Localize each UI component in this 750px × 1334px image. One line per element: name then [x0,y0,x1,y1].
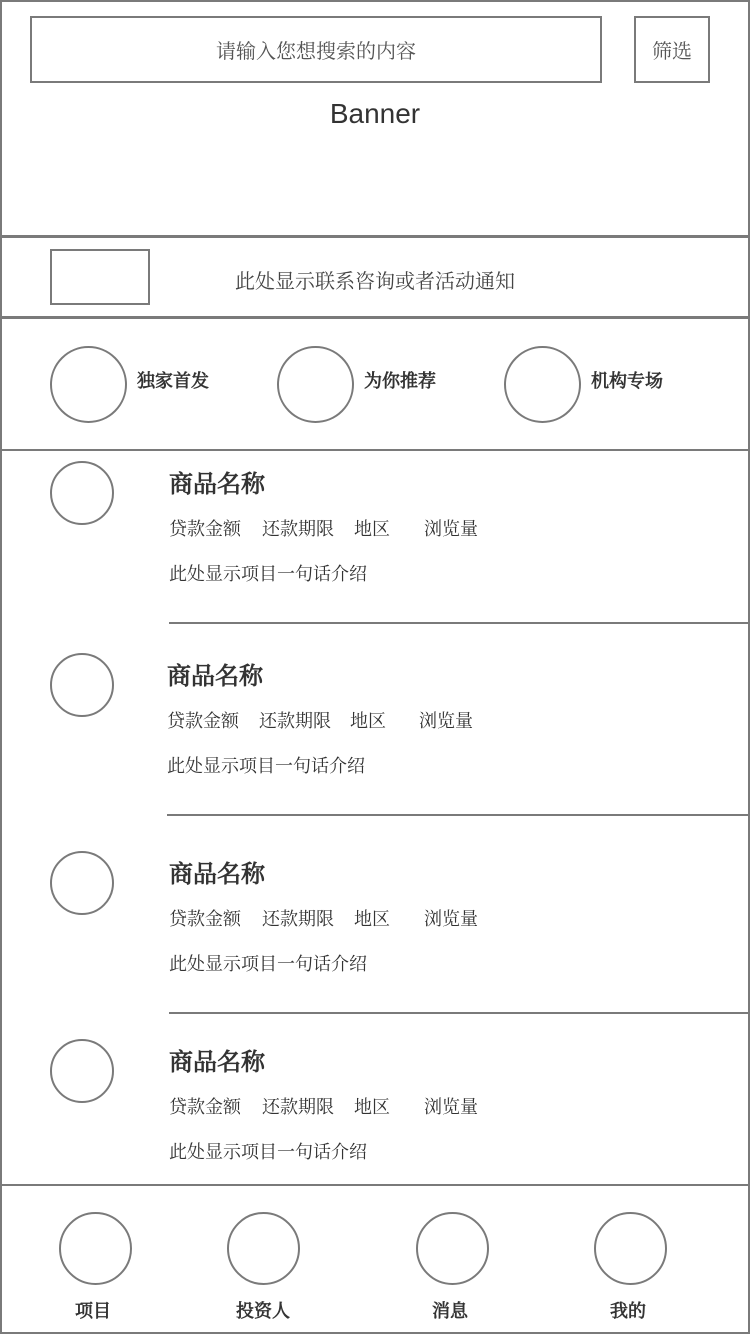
item-region: 地区 [350,711,386,731]
item-views: 浏览量 [419,711,473,731]
item-region: 地区 [354,519,390,539]
item-amount: 贷款金额 [169,519,241,539]
item-desc: 此处显示项目一句话介绍 [169,954,367,974]
notice-text[interactable]: 此处显示联系咨询或者活动通知 [235,271,515,293]
item-thumbnail[interactable] [50,1039,114,1103]
search-input[interactable] [30,16,602,83]
tab-icon-messages[interactable] [416,1212,489,1285]
tab-icon-mine[interactable] [594,1212,667,1285]
item-views: 浏览量 [424,909,478,929]
item-title[interactable]: 商品名称 [167,663,263,690]
filter-button[interactable] [634,16,710,83]
tab-icon-investors[interactable] [227,1212,300,1285]
item-term: 还款期限 [262,519,334,539]
item-title[interactable]: 商品名称 [169,1049,265,1076]
item-amount: 贷款金额 [169,1097,241,1117]
item-term: 还款期限 [259,711,331,731]
item-views: 浏览量 [424,519,478,539]
item-title[interactable]: 商品名称 [169,471,265,498]
item-region: 地区 [354,909,390,929]
tab-label-mine[interactable]: 我的 [610,1301,646,1321]
item-amount: 贷款金额 [169,909,241,929]
tabbar-divider [0,1184,750,1186]
item-amount: 贷款金额 [167,711,239,731]
tab-label-investors[interactable]: 投资人 [236,1301,290,1321]
banner[interactable] [0,98,750,130]
tab-icon-projects[interactable] [59,1212,132,1285]
item-thumbnail[interactable] [50,851,114,915]
item-term: 还款期限 [262,1097,334,1117]
search-placeholder: 请输入您想搜索的内容 [216,41,416,63]
category-icon-recommended[interactable] [277,346,354,423]
divider [169,622,750,624]
item-title[interactable]: 商品名称 [169,861,265,888]
item-desc: 此处显示项目一句话介绍 [167,756,365,776]
filter-label: 筛选 [652,41,692,63]
notice-image-placeholder [50,249,150,305]
category-label-institution[interactable]: 机构专场 [591,371,663,391]
item-thumbnail[interactable] [50,461,114,525]
item-region: 地区 [354,1097,390,1117]
item-desc: 此处显示项目一句话介绍 [169,1142,367,1162]
tab-label-messages[interactable]: 消息 [432,1301,468,1321]
tab-label-projects[interactable]: 项目 [75,1301,111,1321]
divider [0,316,750,319]
divider [0,449,750,451]
banner-label: Banner [329,98,421,129]
category-icon-institution[interactable] [504,346,581,423]
divider [167,814,750,816]
category-label-recommended[interactable]: 为你推荐 [364,371,436,391]
item-desc: 此处显示项目一句话介绍 [169,564,367,584]
category-label-exclusive[interactable]: 独家首发 [137,371,209,391]
item-thumbnail[interactable] [50,653,114,717]
category-icon-exclusive[interactable] [50,346,127,423]
item-term: 还款期限 [262,909,334,929]
divider [169,1012,750,1014]
divider [0,235,750,238]
item-views: 浏览量 [424,1097,478,1117]
